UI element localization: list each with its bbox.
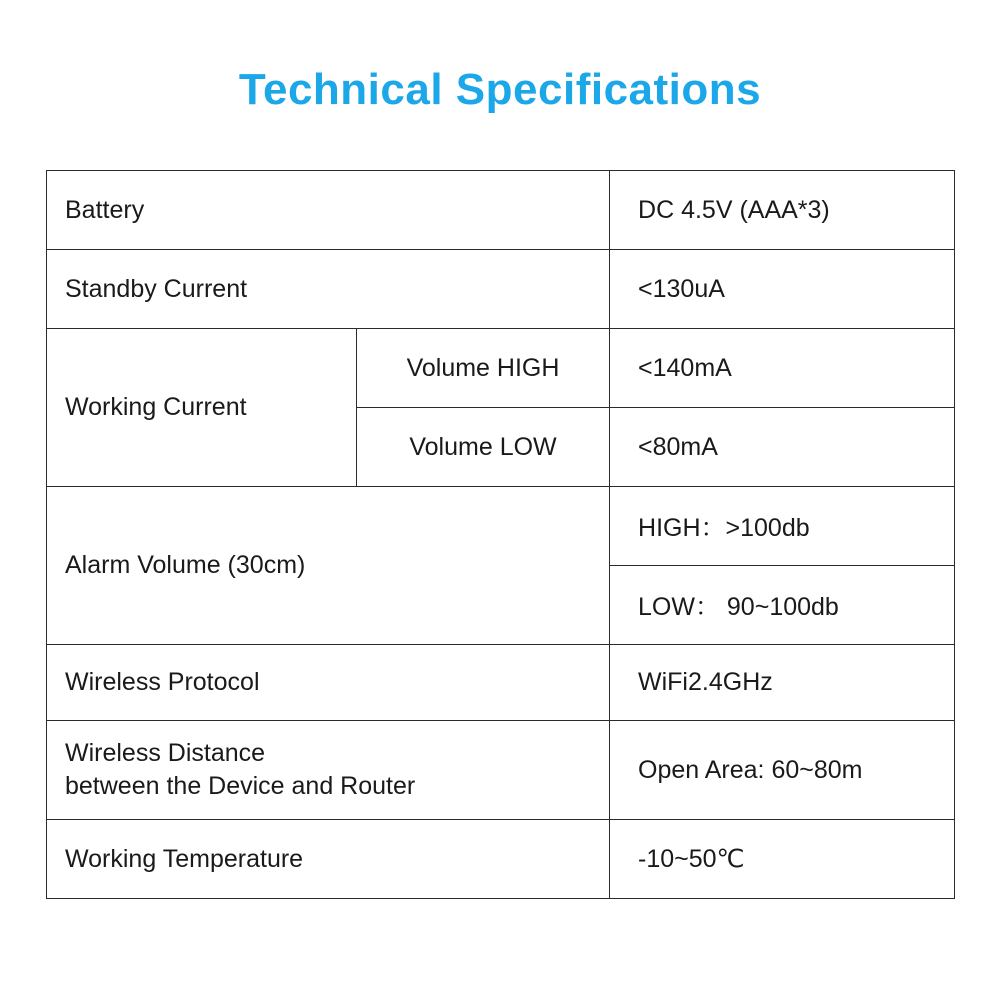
row-label-wireless-distance bbox=[47, 721, 610, 820]
row-value-alarm-volume-low: LOW： 90~100db bbox=[610, 566, 955, 645]
row-label-alarm-volume: Alarm Volume (30cm) bbox=[47, 487, 610, 645]
row-label-wireless-protocol: Wireless Protocol bbox=[47, 645, 610, 721]
table-row bbox=[47, 171, 955, 250]
row-value-working-current-high: <140mA bbox=[610, 329, 955, 408]
row-label-battery: Battery bbox=[47, 171, 610, 250]
row-label-wireless-distance-line1: Wireless Distance bbox=[65, 739, 266, 767]
row-label-wireless-distance-line2: between the Device and Router bbox=[65, 772, 416, 800]
table-row bbox=[47, 487, 955, 566]
row-value-working-current-low: <80mA bbox=[610, 408, 955, 487]
row-value-alarm-volume-high: HIGH：>100db bbox=[610, 487, 955, 566]
row-label-standby-current: Standby Current bbox=[47, 250, 610, 329]
row-sublabel-volume-high: Volume HIGH bbox=[357, 329, 610, 408]
row-value-wireless-protocol: WiFi2.4GHz bbox=[610, 645, 955, 721]
row-value-working-temperature: -10~50℃ bbox=[610, 820, 955, 899]
table-row bbox=[47, 645, 955, 721]
row-sublabel-volume-low: Volume LOW bbox=[357, 408, 610, 487]
page-title: Technical Specifications bbox=[238, 65, 762, 114]
row-value-standby-current: <130uA bbox=[610, 250, 955, 329]
table-row bbox=[47, 721, 955, 820]
row-label-working-current: Working Current bbox=[47, 329, 357, 487]
row-value-battery: DC 4.5V (AAA*3) bbox=[610, 171, 955, 250]
technical-specifications-table bbox=[46, 170, 955, 899]
table-row bbox=[47, 329, 955, 408]
table-row bbox=[47, 820, 955, 899]
table-row bbox=[47, 250, 955, 329]
row-value-wireless-distance: Open Area: 60~80m bbox=[610, 721, 955, 820]
row-label-working-temperature: Working Temperature bbox=[47, 820, 610, 899]
